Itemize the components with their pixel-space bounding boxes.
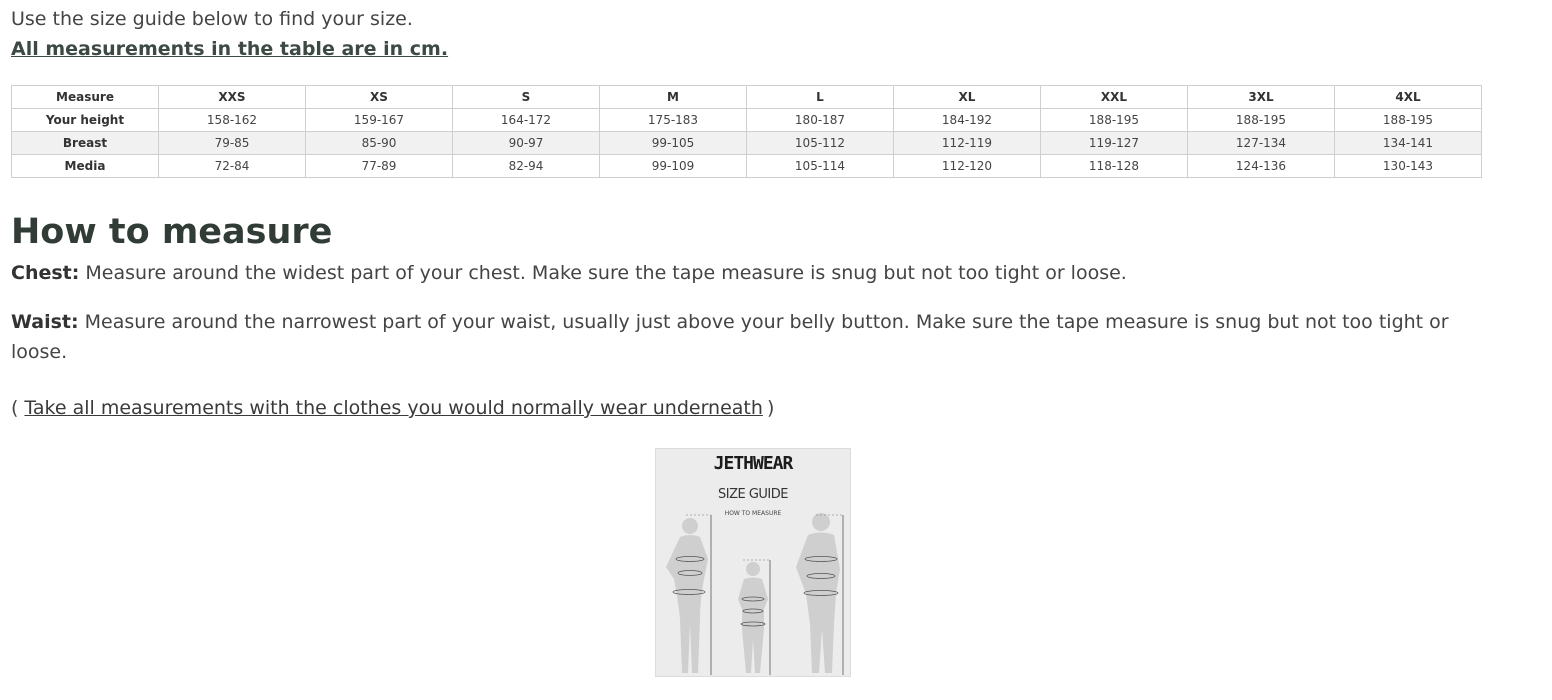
waist-text: Measure around the narrowest part of your waist, usually just above your belly button. Make sure the tape measure is snug but not too tight or loose. <box>11 311 1449 363</box>
size-guide-subtitle: HOW TO MEASURE <box>724 510 782 517</box>
table-header: XXS <box>159 86 306 109</box>
waist-label: Waist: <box>11 311 79 333</box>
size-table <box>11 85 1482 178</box>
row-label: Breast <box>12 132 159 155</box>
table-row <box>12 132 1482 155</box>
table-header: XL <box>894 86 1041 109</box>
waist-instruction <box>11 307 1491 367</box>
table-header: XXL <box>1041 86 1188 109</box>
row-label: Your height <box>12 109 159 132</box>
table-cell: 72-84 <box>159 155 306 178</box>
size-guide-title: SIZE GUIDE <box>718 487 788 502</box>
table-cell: 188-195 <box>1188 109 1335 132</box>
table-cell: 119-127 <box>1041 132 1188 155</box>
table-cell: 105-112 <box>747 132 894 155</box>
chest-label: Chest: <box>11 262 80 284</box>
clothes-note-link[interactable]: Take all measurements with the clothes you would normally wear underneath <box>24 397 763 419</box>
intro-text: Use the size guide below to find your size. <box>11 8 413 30</box>
table-cell: 124-136 <box>1188 155 1335 178</box>
table-cell: 85-90 <box>306 132 453 155</box>
table-header: 3XL <box>1188 86 1335 109</box>
table-cell: 134-141 <box>1335 132 1482 155</box>
brand-logo: JETHWEAR <box>713 453 793 474</box>
row-label: Media <box>12 155 159 178</box>
body-figures-illustration <box>656 449 851 677</box>
table-cell: 164-172 <box>453 109 600 132</box>
table-cell: 130-143 <box>1335 155 1482 178</box>
table-cell: 82-94 <box>453 155 600 178</box>
table-cell: 77-89 <box>306 155 453 178</box>
table-cell: 118-128 <box>1041 155 1188 178</box>
table-cell: 112-120 <box>894 155 1041 178</box>
table-cell: 159-167 <box>306 109 453 132</box>
table-row <box>12 109 1482 132</box>
table-cell: 188-195 <box>1041 109 1188 132</box>
table-cell: 99-109 <box>600 155 747 178</box>
table-header: Measure <box>12 86 159 109</box>
units-note: All measurements in the table are in cm. <box>11 38 449 60</box>
table-cell: 127-134 <box>1188 132 1335 155</box>
chest-instruction <box>11 258 1491 288</box>
table-cell: 112-119 <box>894 132 1041 155</box>
table-cell: 105-114 <box>747 155 894 178</box>
table-header-row <box>12 86 1482 109</box>
table-cell: 79-85 <box>159 132 306 155</box>
table-cell: 158-162 <box>159 109 306 132</box>
table-cell: 175-183 <box>600 109 747 132</box>
table-header: M <box>600 86 747 109</box>
measurement-note <box>11 397 774 419</box>
table-cell: 180-187 <box>747 109 894 132</box>
table-cell: 188-195 <box>1335 109 1482 132</box>
size-guide-image[interactable] <box>655 448 851 677</box>
table-cell: 184-192 <box>894 109 1041 132</box>
table-cell: 90-97 <box>453 132 600 155</box>
table-header: S <box>453 86 600 109</box>
chest-text: Measure around the widest part of your chest. Make sure the tape measure is snug but not too tight or loose. <box>79 262 1127 284</box>
note-open-paren: ( <box>11 397 19 419</box>
note-close-paren: ) <box>766 397 775 419</box>
table-row <box>12 155 1482 178</box>
how-to-measure-heading: How to measure <box>11 212 333 252</box>
table-header: 4XL <box>1335 86 1482 109</box>
table-cell: 99-105 <box>600 132 747 155</box>
table-header: L <box>747 86 894 109</box>
table-header: XS <box>306 86 453 109</box>
